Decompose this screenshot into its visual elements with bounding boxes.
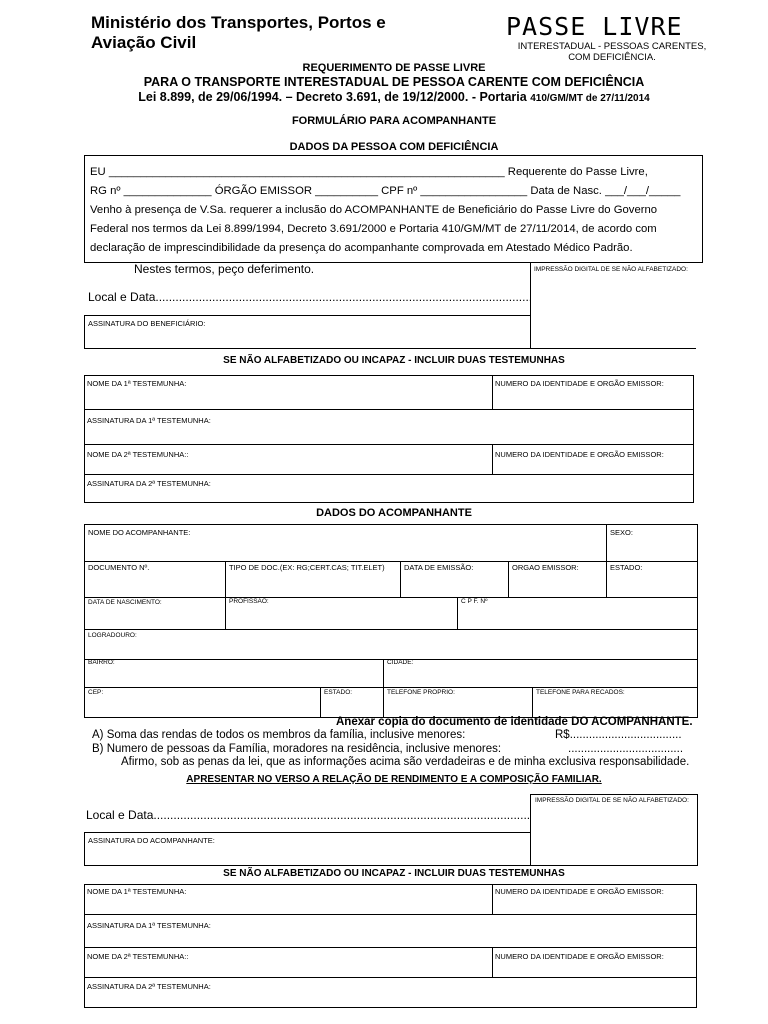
declaration-line-name[interactable]: EU _______________________________________________________________ Requerente do Passe Livre,: [90, 166, 648, 178]
fingerprint-label: IMPRESSÃO DIGITAL DE SE NÃO ALFABETIZADO:: [534, 266, 688, 273]
companion-neighborhood-field[interactable]: BAIRRO:: [88, 659, 115, 666]
witness2-name-field[interactable]: NOME DA 2ª TESTEMUNHA::: [87, 450, 189, 459]
witnesses2-col-divider: [492, 947, 493, 977]
legal-reference-portaria: 410/GM/MT de 27/11/2014: [530, 93, 650, 104]
companion-city-field[interactable]: CIDADE:: [387, 659, 414, 666]
companion-col-divider: [508, 561, 509, 597]
ministry-name: Ministério dos Transportes, Portos e Aviação Civil: [91, 13, 386, 52]
section-pessoa-deficiencia: DADOS DA PESSOA COM DEFICIÊNCIA: [289, 141, 499, 153]
companion-doc-type-field[interactable]: TIPO DE DOC.(EX: RG;CERT.CAS; TIT.ELET): [229, 563, 385, 572]
declaration-line-5: declaração de imprescindibilidade da presença do acompanhante comprovada em Atestado Médico Padrão.: [90, 242, 633, 254]
witnesses-col-divider: [492, 444, 493, 474]
witnesses-col-divider: [492, 375, 493, 409]
witnesses-header-2: SE NÃO ALFABETIZADO OU INCAPAZ - INCLUIR DUAS TESTEMUNHAS: [223, 868, 565, 879]
legal-reference: [60, 90, 728, 104]
witnesses-row-divider: [84, 409, 694, 410]
witnesses2-row-divider: [84, 977, 697, 978]
companion-profession-field[interactable]: PROFISSÃO:: [229, 598, 269, 605]
companion-phone-messages-field[interactable]: TELEFONE PARA RECADOS:: [536, 689, 625, 696]
witnesses-row-divider: [84, 444, 694, 445]
request-title: REQUERIMENTO DE PASSE LIVRE: [302, 62, 486, 74]
witness2-id-field[interactable]: NUMERO DA IDENTIDADE E ORGÃO EMISSOR:: [495, 450, 664, 459]
witness1b-signature-field[interactable]: ASSINATURA DA 1ª TESTEMUNHA:: [87, 921, 211, 930]
witnesses2-col-divider: [492, 884, 493, 914]
passe-livre-subtitle: INTERESTADUAL - PESSOAS CARENTES, COM DEFICIÊNCIA.: [517, 41, 707, 63]
companion-col-divider: [225, 561, 226, 629]
companion-cpf-field[interactable]: C P F. Nº: [461, 598, 488, 605]
witnesses-header: SE NÃO ALFABETIZADO OU INCAPAZ - INCLUIR DUAS TESTEMUNHAS: [223, 355, 565, 366]
companion-address-field[interactable]: LOGRADOURO:: [88, 632, 137, 639]
witnesses-row-divider: [84, 474, 694, 475]
witness1b-id-field[interactable]: NUMERO DA IDENTIDADE E ORGÃO EMISSOR:: [495, 887, 664, 896]
companion-state2-field[interactable]: ESTADO:: [324, 689, 353, 696]
attach-id-note: Anexar copia do documento de identidade DO ACOMPANHANTE.: [336, 716, 693, 728]
companion-row-divider: [84, 629, 698, 630]
witness1-signature-field[interactable]: ASSINATURA DA 1ª TESTEMUNHA:: [87, 416, 211, 425]
beneficiary-signature-label: ASSINATURA DO BENEFICIÁRIO:: [88, 319, 206, 328]
household-count-label: B) Numero de pessoas da Família, moradores na residência, inclusive menores:: [92, 743, 502, 755]
section-acompanhante: DADOS DO ACOMPANHANTE: [316, 507, 472, 519]
request-subtitle: PARA O TRANSPORTE INTERESTADUAL DE PESSOA CARENTE COM DEFICIÊNCIA: [143, 75, 645, 89]
companion-col-divider: [383, 659, 384, 718]
companion-birthdate-field[interactable]: DATA DE NASCIMENTO:: [88, 599, 162, 606]
affirmation-text: Afirmo, sob as penas da lei, que as informações acima são verdadeiras e de minha exclusiva responsabilidade.: [121, 756, 690, 768]
companion-phone-field[interactable]: TELEFONE PROPRIO:: [387, 689, 455, 696]
companion-issue-date-field[interactable]: DATA DE EMISSÃO:: [404, 563, 474, 572]
companion-issuer-field[interactable]: ORGAO EMISSOR:: [512, 563, 579, 572]
companion-col-divider: [320, 687, 321, 718]
form-title: FORMULÁRIO PARA ACOMPANHANTE: [291, 115, 497, 127]
companion-sex-field[interactable]: SEXO:: [610, 528, 633, 537]
companion-cep-field[interactable]: CEP:: [88, 689, 104, 696]
companion-state-field[interactable]: ESTADO:: [610, 563, 643, 572]
household-count-field[interactable]: ....................................: [568, 743, 684, 755]
declaration-line-3: Venho à presença de V.Sa. requerer a inclusão do ACOMPANHANTE de Beneficiário do Passe Livre do Governo: [90, 204, 658, 216]
companion-col-divider: [457, 597, 458, 629]
witness2b-id-field[interactable]: NUMERO DA IDENTIDADE E ORGÃO EMISSOR:: [495, 952, 664, 961]
local-data-field[interactable]: Local e Data.................................................................................................................: [88, 290, 533, 304]
declaration-line-rg[interactable]: RG nº ______________ ÓRGÃO EMISSOR __________ CPF nº _________________ Data de Nasc. ___/___/_____: [90, 185, 681, 197]
witness1b-name-field[interactable]: NOME DA 1ª TESTEMUNHA:: [87, 887, 187, 896]
fingerprint-label-2: IMPRESSÃO DIGITAL DE SE NÃO ALFABETIZADO:: [535, 797, 689, 804]
witness2b-name-field[interactable]: NOME DA 2ª TESTEMUNHA::: [87, 952, 189, 961]
companion-col-divider: [606, 524, 607, 597]
companion-name-field[interactable]: NOME DO ACOMPANHANTE:: [88, 528, 191, 537]
companion-col-divider: [532, 687, 533, 718]
companion-document-field[interactable]: DOCUMENTO Nº.: [88, 563, 150, 572]
fingerprint-box-2[interactable]: [530, 794, 698, 866]
legal-reference-main: Lei 8.899, de 29/06/1994. – Decreto 3.691, de 19/12/2000. - Portaria: [138, 90, 527, 104]
witness1-id-field[interactable]: NUMERO DA IDENTIDADE E ORGÃO EMISSOR:: [495, 379, 664, 388]
companion-row-divider: [84, 687, 698, 688]
companion-signature-label: ASSINATURA DO ACOMPANHANTE:: [88, 836, 215, 845]
fingerprint-bottom-line: [530, 348, 696, 349]
witness1-name-field[interactable]: NOME DA 1ª TESTEMUNHA:: [87, 379, 187, 388]
witness2b-signature-field[interactable]: ASSINATURA DA 2ª TESTEMUNHA:: [87, 982, 211, 991]
local-data-field-2[interactable]: Local e Data.................................................................................................................: [86, 808, 531, 822]
companion-row-divider: [84, 597, 698, 598]
passe-livre-title: PASSE LIVRE: [506, 12, 683, 41]
declaration-line-4: Federal nos termos da Lei 8.899/1994, Decreto 3.691/2000 e Portaria 410/GM/MT de 27/11/2014, de acordo com: [90, 223, 657, 235]
witness2-signature-field[interactable]: ASSINATURA DA 2ª TESTEMUNHA:: [87, 479, 211, 488]
deferimento-text: Nestes termos, peço deferimento.: [134, 262, 315, 276]
income-sum-label: A) Soma das rendas de todos os membros da família, inclusive menores:: [92, 729, 466, 741]
companion-col-divider: [400, 561, 401, 597]
income-relation-note: APRESENTAR NO VERSO A RELAÇÃO DE RENDIMENTO E A COMPOSIÇÃO FAMILIAR.: [186, 774, 602, 785]
witnesses2-row-divider: [84, 914, 697, 915]
income-sum-field[interactable]: R$...................................: [555, 729, 682, 741]
witnesses2-row-divider: [84, 947, 697, 948]
